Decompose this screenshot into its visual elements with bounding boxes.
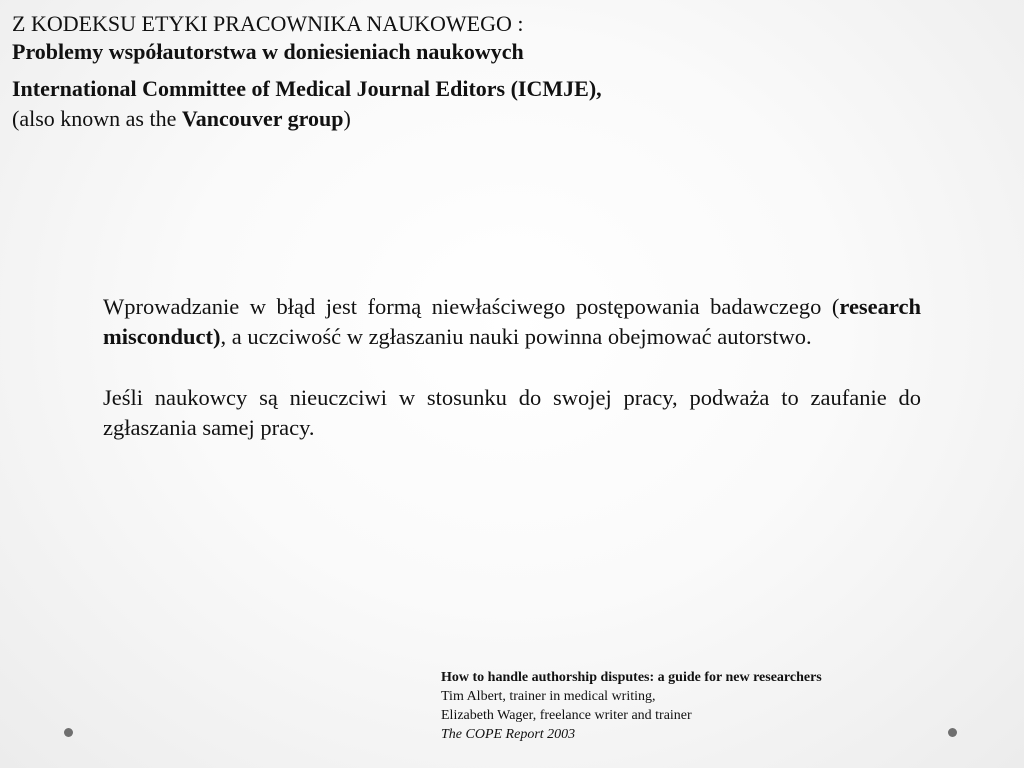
reference-title: How to handle authorship disputes: a guide for new researchers bbox=[441, 670, 822, 685]
reference-author-2: Elizabeth Wager, freelance writer and trainer bbox=[441, 708, 692, 723]
decorative-dot-right bbox=[948, 728, 957, 737]
slide-title: Z KODEKSU ETYKI PRACOWNIKA NAUKOWEGO : bbox=[12, 11, 524, 36]
body-paragraph-2: Jeśli naukowcy są nieuczciwi w stosunku do swojej pracy, podważa to zaufanie do zgłaszania samej pracy. bbox=[103, 385, 921, 440]
paragraph-1-text-a: Wprowadzanie w błąd jest formą niewłaściwego postępowania badawczego ( bbox=[103, 294, 840, 319]
organization-alias bbox=[12, 104, 912, 134]
slide-subtitle: Problemy współautorstwa w doniesieniach naukowych bbox=[12, 39, 524, 64]
alias-name: Vancouver group bbox=[181, 106, 344, 131]
reference-author-1: Tim Albert, trainer in medical writing, bbox=[441, 689, 656, 704]
slide-header bbox=[12, 10, 912, 134]
alias-prefix: (also known as the bbox=[12, 106, 182, 131]
body-paragraph-1 bbox=[103, 292, 921, 352]
paragraph-1-emphasis: research misconduct) bbox=[103, 294, 921, 349]
alias-suffix: ) bbox=[343, 106, 351, 131]
decorative-dot-left bbox=[64, 728, 73, 737]
slide-body bbox=[103, 292, 921, 443]
paragraph-1-text-b: , a uczciwość w zgłaszaniu nauki powinna obejmować autorstwo. bbox=[220, 324, 812, 349]
reference-block bbox=[441, 668, 961, 744]
reference-source: The COPE Report 2003 bbox=[441, 727, 576, 742]
organization-name: International Committee of Medical Journal Editors (ICMJE), bbox=[12, 76, 602, 101]
